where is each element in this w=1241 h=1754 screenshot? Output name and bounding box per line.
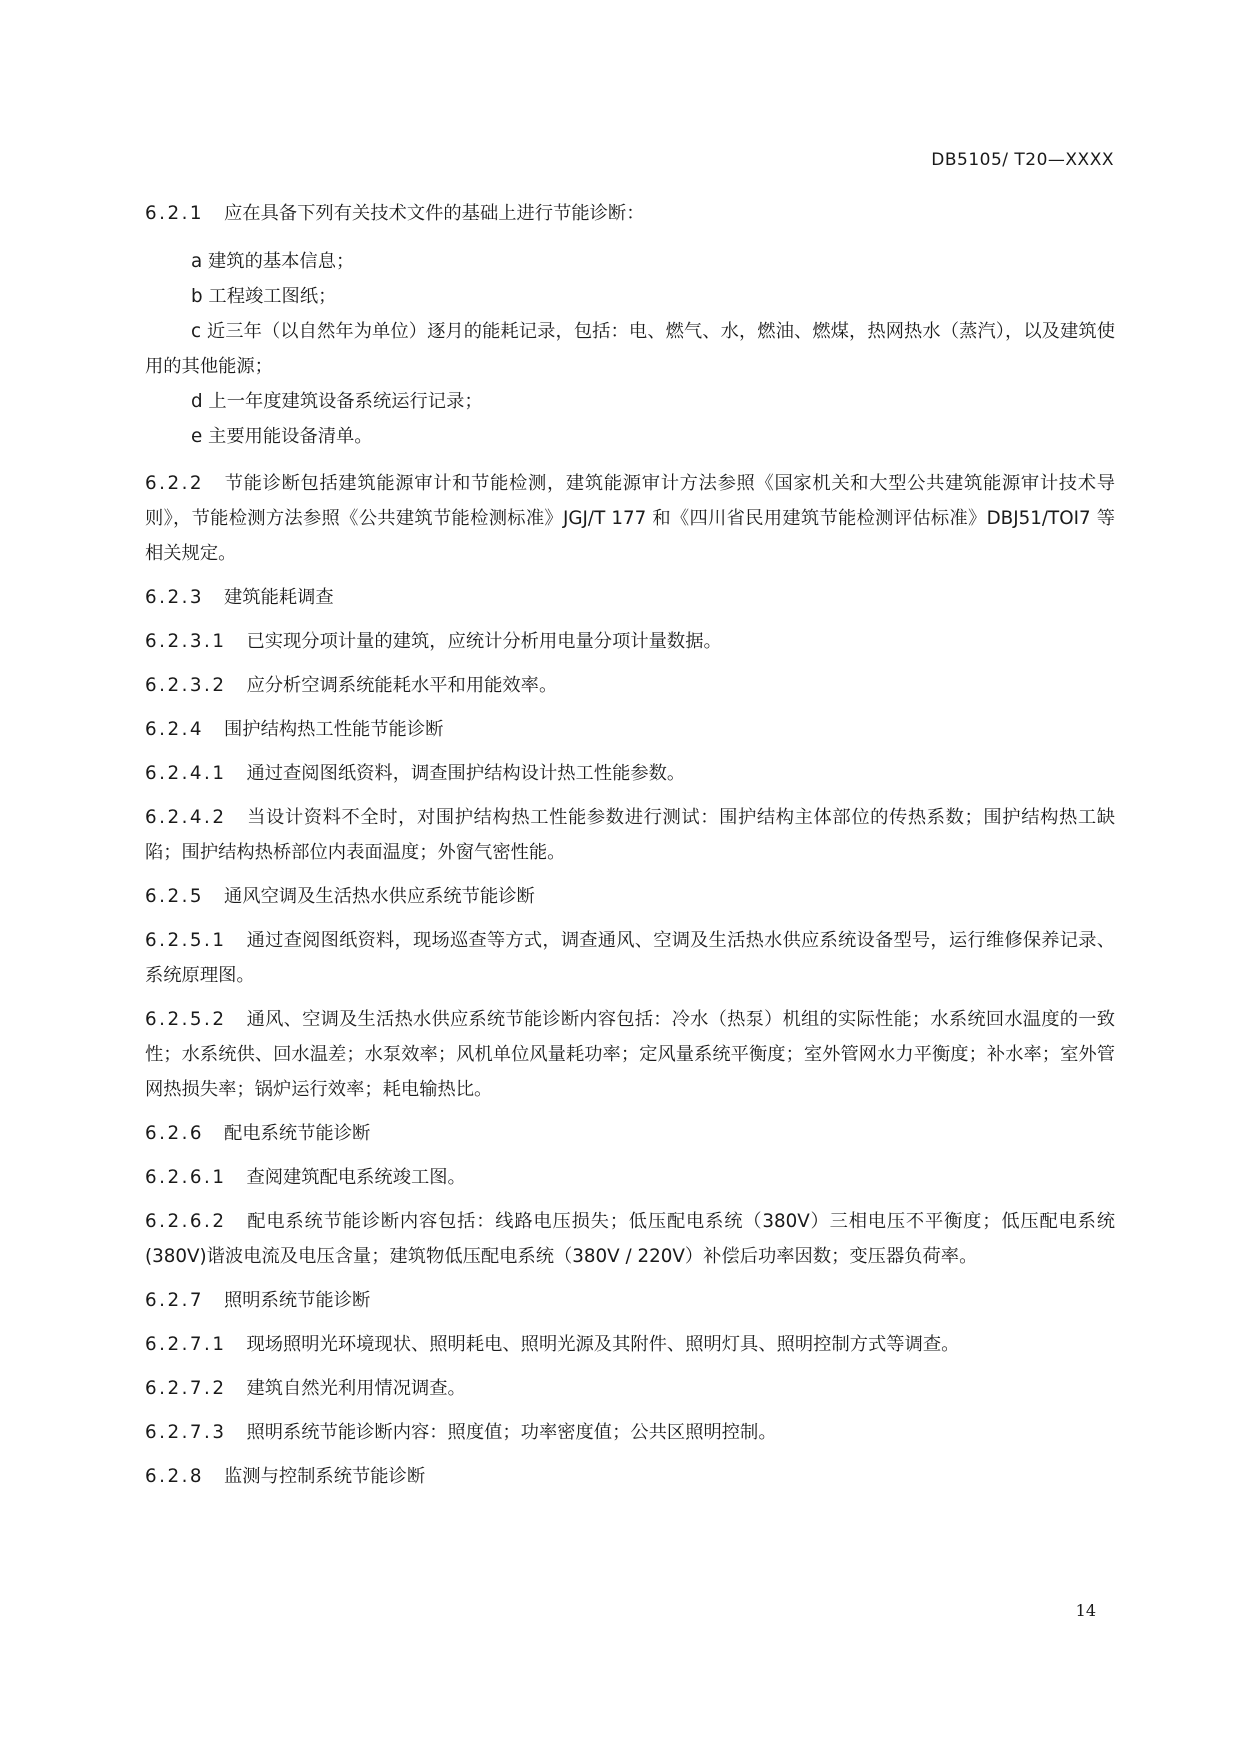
clause-text: 围护结构热工性能节能诊断 bbox=[224, 719, 444, 740]
clause-6-2-5 bbox=[145, 879, 1115, 914]
clause-number: 6.2.3.2 bbox=[145, 675, 227, 696]
clause-6-2-8 bbox=[145, 1459, 1115, 1494]
clause-number: 6.2.4 bbox=[145, 719, 205, 740]
clause-text: 通过查阅图纸资料，现场巡查等方式，调查通风、空调及生活热水供应系统设备型号，运行维修保养记录、系统原理图。 bbox=[145, 930, 1115, 986]
clause-6-2-4 bbox=[145, 712, 1115, 747]
clause-number: 6.2.6.2 bbox=[145, 1211, 227, 1232]
clause-6-2-3-2 bbox=[145, 668, 1115, 703]
document-code: DB5105/ T20—XXXX bbox=[931, 150, 1114, 170]
clause-text: 查阅建筑配电系统竣工图。 bbox=[246, 1167, 466, 1188]
clause-text: 照明系统节能诊断 bbox=[224, 1290, 371, 1311]
clause-text: 建筑能耗调查 bbox=[224, 587, 334, 608]
clause-number: 6.2.5.1 bbox=[145, 930, 227, 951]
clause-number: 6.2.1 bbox=[145, 203, 205, 224]
list-item: a 建筑的基本信息； bbox=[191, 251, 355, 272]
clause-number: 6.2.4.2 bbox=[145, 807, 227, 828]
clause-text: 应分析空调系统能耗水平和用能效率。 bbox=[246, 675, 558, 696]
clause-6-2-6 bbox=[145, 1116, 1115, 1151]
clause-text: 配电系统节能诊断 bbox=[224, 1123, 371, 1144]
clause-text: 通风空调及生活热水供应系统节能诊断 bbox=[224, 886, 535, 907]
clause-text: 节能诊断包括建筑能源审计和节能检测，建筑能源审计方法参照《国家机关和大型公共建筑能源审计技术导则》，节能检测方法参照《公共建筑节能检测标准》JGJ/T 177 和《四川省民用建筑节能检测评估标准》DBJ51/TOI7 等相关规定。 bbox=[145, 473, 1115, 564]
clause-text: 照明系统节能诊断内容：照度值；功率密度值；公共区照明控制。 bbox=[246, 1422, 777, 1443]
clause-6-2-4-1 bbox=[145, 756, 1115, 791]
clause-number: 6.2.5.2 bbox=[145, 1009, 227, 1030]
clause-text: 通过查阅图纸资料，调查围护结构设计热工性能参数。 bbox=[246, 763, 686, 784]
list-item: e 主要用能设备清单。 bbox=[191, 426, 373, 447]
list-item: d 上一年度建筑设备系统运行记录； bbox=[191, 391, 483, 412]
clause-text: 现场照明光环境现状、照明耗电、照明光源及其附件、照明灯具、照明控制方式等调查。 bbox=[246, 1334, 960, 1355]
page-number: 14 bbox=[1075, 1601, 1096, 1620]
clause-number: 6.2.4.1 bbox=[145, 763, 227, 784]
clause-6-2-7 bbox=[145, 1283, 1115, 1318]
clause-number: 6.2.6.1 bbox=[145, 1167, 227, 1188]
clause-6-2-3-1 bbox=[145, 624, 1115, 659]
clause-text: 通风、空调及生活热水供应系统节能诊断内容包括：冷水（热泵）机组的实际性能；水系统回水温度的一致性；水系统供、回水温差；水泵效率；风机单位风量耗功率；定风量系统平衡度；室外管网水力平衡度；补水率；室外管网热损失率；锅炉运行效率；耗电输热比。 bbox=[145, 1009, 1115, 1100]
clause-number: 6.2.7 bbox=[145, 1290, 205, 1311]
clause-number: 6.2.7.1 bbox=[145, 1334, 227, 1355]
clause-number: 6.2.2 bbox=[145, 473, 205, 494]
document-list bbox=[145, 244, 1115, 454]
clause-number: 6.2.7.2 bbox=[145, 1378, 227, 1399]
clause-6-2-7-1 bbox=[145, 1327, 1115, 1362]
clause-number: 6.2.8 bbox=[145, 1466, 205, 1487]
clause-6-2-5-1 bbox=[145, 923, 1115, 993]
clause-number: 6.2.3.1 bbox=[145, 631, 227, 652]
clause-number: 6.2.3 bbox=[145, 587, 205, 608]
list-item: b 工程竣工图纸； bbox=[191, 286, 337, 307]
clause-text: 配电系统节能诊断内容包括：线路电压损失；低压配电系统（380V）三相电压不平衡度；低压配电系统(380V)谐波电流及电压含量；建筑物低压配电系统（380V / 220V）补偿后功率因数；变压器负荷率。 bbox=[145, 1211, 1115, 1267]
list-item: c 近三年（以自然年为单位）逐月的能耗记录，包括：电、燃气、水，燃油、燃煤，热网热水（蒸汽），以及建筑使用的其他能源； bbox=[145, 321, 1115, 377]
clause-6-2-4-2 bbox=[145, 800, 1115, 870]
clause-6-2-7-3 bbox=[145, 1415, 1115, 1450]
clause-6-2-6-1 bbox=[145, 1160, 1115, 1195]
clause-6-2-2 bbox=[145, 466, 1115, 571]
clause-6-2-5-2 bbox=[145, 1002, 1115, 1107]
clause-number: 6.2.7.3 bbox=[145, 1422, 227, 1443]
clause-text: 当设计资料不全时，对围护结构热工性能参数进行测试：围护结构主体部位的传热系数；围护结构热工缺陷；围护结构热桥部位内表面温度；外窗气密性能。 bbox=[145, 807, 1115, 863]
clause-text: 应在具备下列有关技术文件的基础上进行节能诊断： bbox=[224, 203, 645, 224]
clause-number: 6.2.5 bbox=[145, 886, 205, 907]
clause-6-2-1 bbox=[145, 196, 1115, 231]
clause-6-2-3 bbox=[145, 580, 1115, 615]
clause-6-2-7-2 bbox=[145, 1371, 1115, 1406]
clause-number: 6.2.6 bbox=[145, 1123, 205, 1144]
clause-text: 已实现分项计量的建筑，应统计分析用电量分项计量数据。 bbox=[246, 631, 722, 652]
clause-6-2-6-2 bbox=[145, 1204, 1115, 1274]
clause-text: 监测与控制系统节能诊断 bbox=[224, 1466, 426, 1487]
document-body bbox=[145, 196, 1115, 1503]
clause-text: 建筑自然光利用情况调查。 bbox=[246, 1378, 466, 1399]
